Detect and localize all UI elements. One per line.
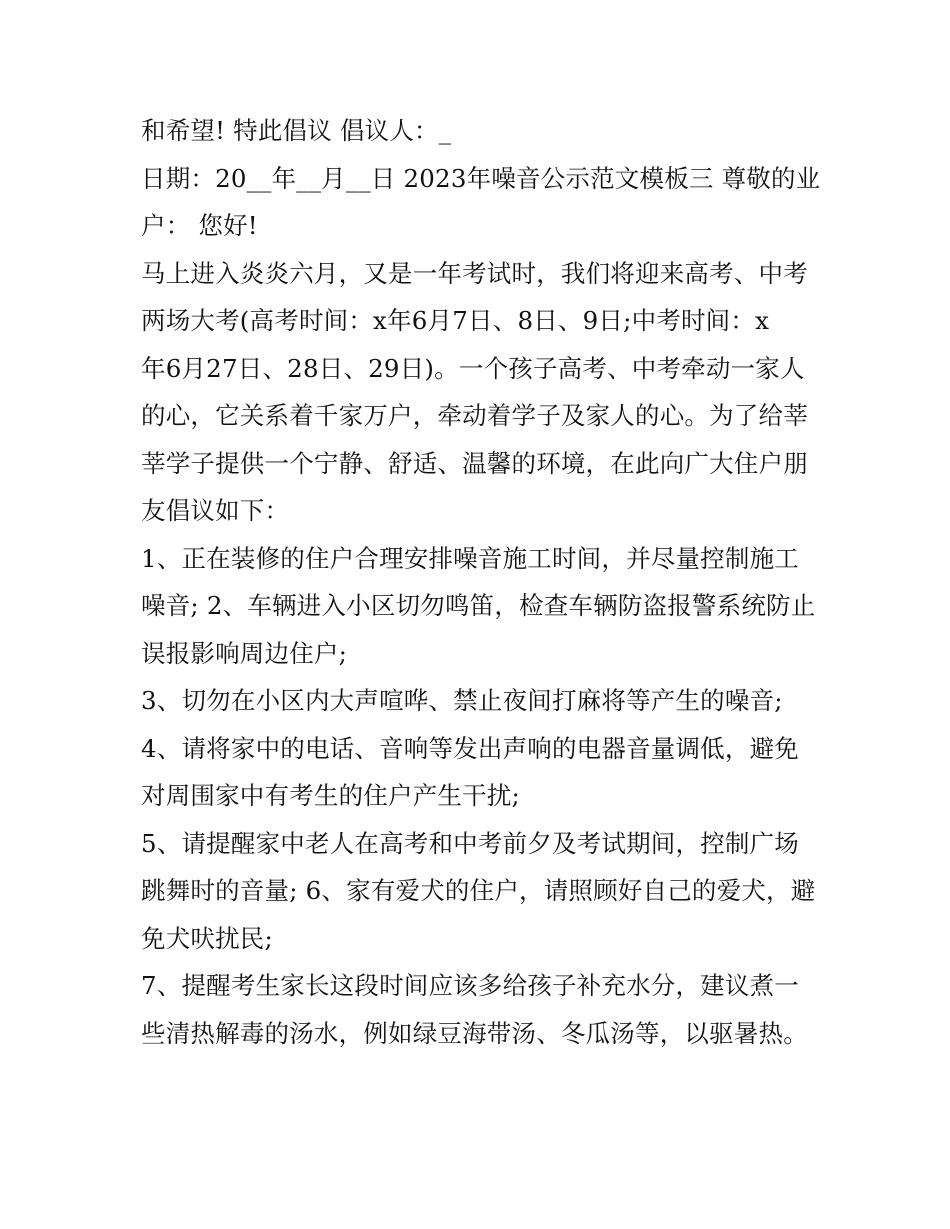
text-line: 跳舞时的音量; 6、家有爱犬的住户，请照顾好自己的爱犬，避 (141, 876, 816, 905)
text-line: 的心，它关系着千家万户，牵动着学子及家人的心。为了给莘 (141, 401, 808, 430)
text-line: 年6月27日、28日、29日)。一个孩子高考、中考牵动一家人 (141, 353, 805, 383)
text-line: 两场大考(高考时间：x年6月7日、8日、9日;中考时间：x (141, 306, 770, 335)
text-line: 日期：20__年__月__日 2023年噪音公示范文模板三 尊敬的业 (141, 163, 821, 193)
text-line: 免犬吠扰民; (141, 923, 273, 953)
text-line: 对周围家中有考生的住户产生干扰; (141, 781, 520, 810)
text-line: 5、请提醒家中老人在高考和中考前夕及考试期间，控制广场 (141, 828, 799, 858)
document-body (141, 107, 821, 1057)
text-line: 1、正在装修的住户合理安排噪音施工时间，并尽量控制施工 (141, 543, 799, 573)
text-line: 7、提醒考生家长这段时间应该多给孩子补充水分，建议煮一 (141, 971, 799, 1000)
text-line: 4、请将家中的电话、音响等发出声响的电器音量调低，避免 (141, 733, 799, 763)
text-line: 误报影响周边住户; (141, 638, 348, 668)
text-line: 3、切勿在小区内大声喧哗、禁止夜间打麻将等产生的噪音; (141, 686, 783, 715)
text-line: 和希望! 特此倡议 倡议人：_ (141, 116, 452, 145)
text-line: 噪音; 2、车辆进入小区切勿鸣笛，检查车辆防盗报警系统防止 (141, 591, 816, 620)
text-line: 户： 您好! (141, 211, 258, 240)
text-line: 些清热解毒的汤水，例如绿豆海带汤、冬瓜汤等，以驱暑热。 (141, 1018, 808, 1048)
text-line: 友倡议如下： (141, 496, 290, 525)
text-line: 马上进入炎炎六月，又是一年考试时，我们将迎来高考、中考 (141, 258, 808, 288)
text-line: 莘学子提供一个宁静、舒适、温馨的环境，在此向广大住户朋 (141, 448, 808, 478)
